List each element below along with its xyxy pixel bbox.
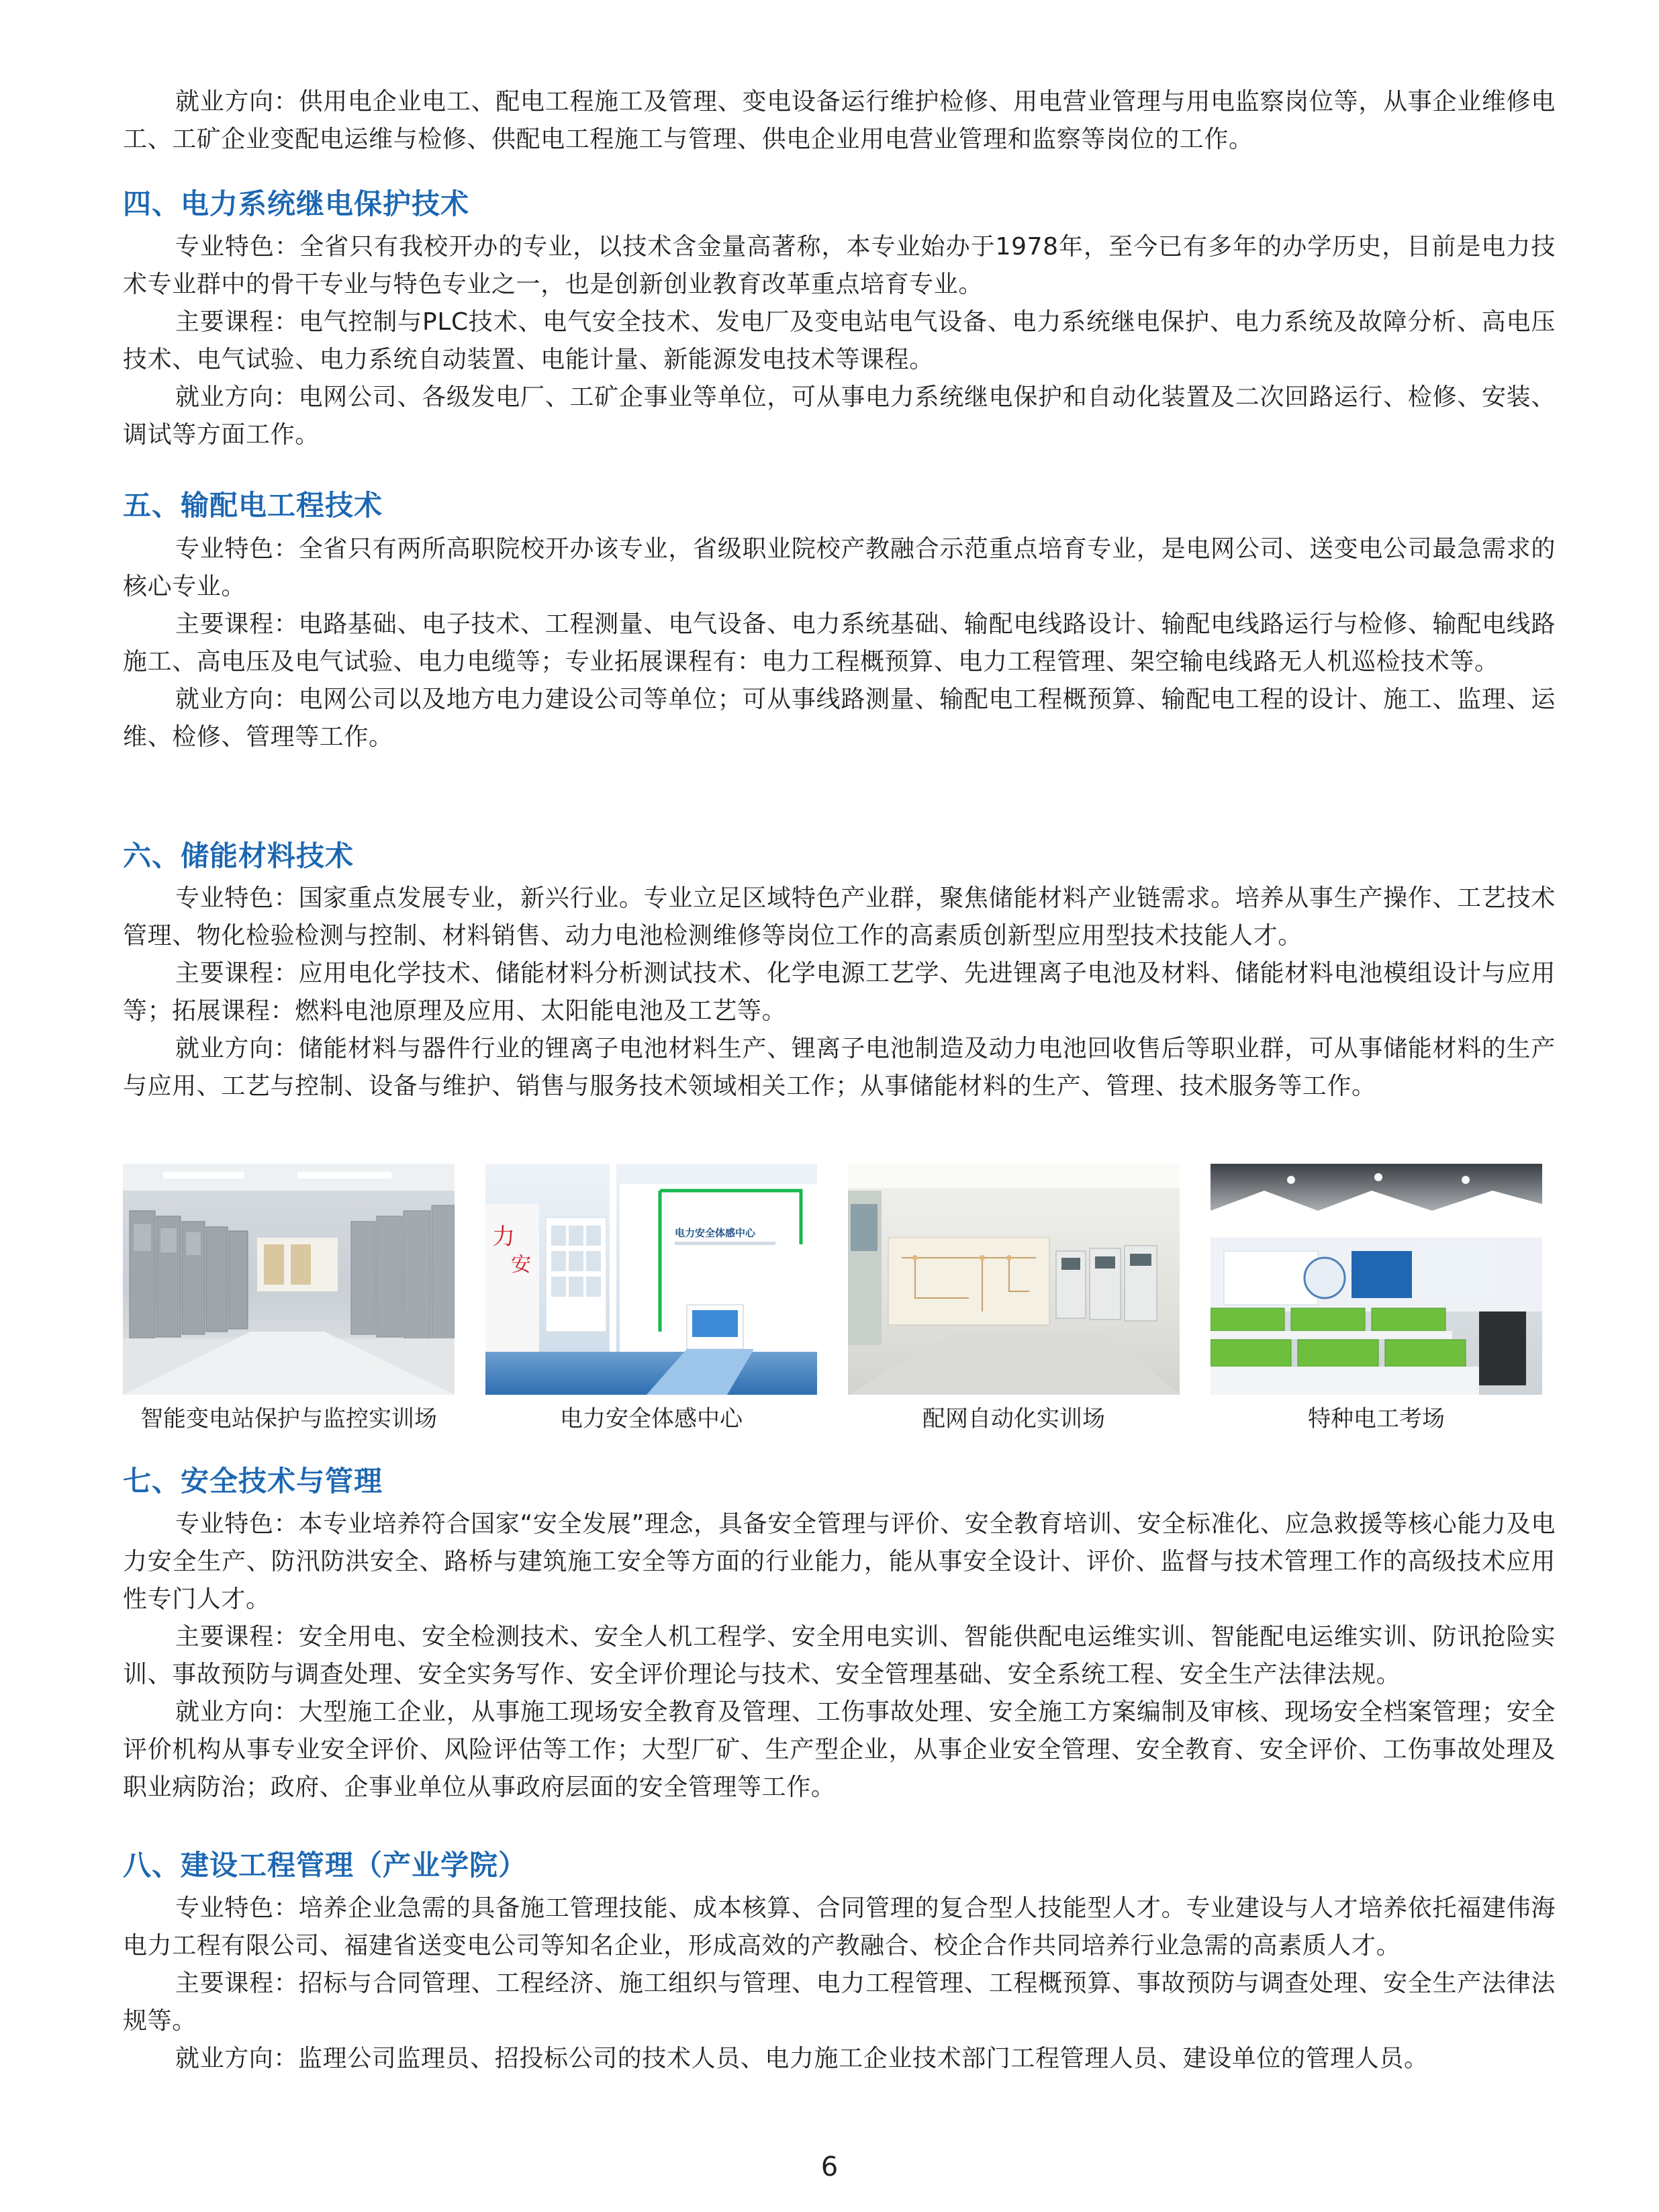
caption-substation-training: 智能变电站保护与监控实训场	[140, 1405, 437, 1432]
section-6-body	[123, 880, 1556, 1105]
section-8-courses: 主要课程：招标与合同管理、工程经济、施工组织与管理、电力工程管理、工程概预算、事故预防与调查处理、安全生产法律法规等。	[123, 1970, 1556, 2035]
page-number: 6	[820, 2152, 839, 2182]
section-7-career: 就业方向：大型施工企业，从事施工现场安全教育及管理、工伤事故处理、安全施工方案编制及审核、现场安全档案管理；安全评价机构从事专业安全评价、风险评估等工作；大型厂矿、生产型企业，从事企业安全管理、安全教育、安全评价、工伤事故处理及职业病防治；政府、企事业单位从事政府层面的安全管理等工作。	[123, 1698, 1556, 1801]
section-4-title: 四、电力系统继电保护技术	[123, 187, 470, 220]
photo-strip	[123, 1164, 1556, 1442]
section-5-courses: 主要课程：电路基础、电子技术、工程测量、电气设备、电力系统基础、输配电线路设计、输配电线路运行与检修、输配电线路施工、高电压及电气试验、电力电缆等；专业拓展课程有：电力工程概预算、电力工程管理、架空输电线路无人机巡检技术等。	[123, 610, 1556, 676]
section-4-career: 就业方向：电网公司、各级发电厂、工矿企事业等单位，可从事电力系统继电保护和自动化装置及二次回路运行、检修、安装、调试等方面工作。	[123, 383, 1556, 449]
section-8-title: 八、建设工程管理（产业学院）	[123, 1849, 528, 1882]
section-4-courses: 主要课程：电气控制与PLC技术、电气安全技术、发电厂及变电站电气设备、电力系统继电保护、电力系统及故障分析、高电压技术、电气试验、电力系统自动装置、电能计量、新能源发电技术等课程。	[123, 308, 1556, 373]
caption-electrician-exam-room: 特种电工考场	[1308, 1405, 1445, 1432]
section-5-career: 就业方向：电网公司以及地方电力建设公司等单位；可从事线路测量、输配电工程概预算、输配电工程的设计、施工、监理、运维、检修、管理等工作。	[123, 686, 1556, 751]
svg-text:力: 力	[492, 1224, 515, 1250]
distribution-room-image	[848, 1164, 1180, 1395]
section-7-body	[123, 1506, 1556, 1806]
safety-center-sign-text: 电力安全体感中心	[675, 1227, 756, 1239]
photo-safety-center	[485, 1164, 817, 1395]
section-6-title: 六、储能材料技术	[123, 839, 354, 872]
section-4-feature: 专业特色：全省只有我校开办的专业，以技术含金量高著称，本专业始办于1978年，至今已有多年的办学历史，目前是电力技术专业群中的骨干专业与特色专业之一，也是创新创业教育改革重点培育专业。	[123, 233, 1556, 298]
section-7-feature: 专业特色：本专业培养符合国家“安全发展”理念，具备安全管理与评价、安全教育培训、安全标准化、应急救援等核心能力及电力安全生产、防汛防洪安全、路桥与建筑施工安全等方面的行业能力，能从事安全设计、评价、监督与技术管理工作的高级技术应用性专门人才。	[123, 1510, 1556, 1613]
svg-text:安: 安	[511, 1253, 531, 1277]
intro-paragraph: 就业方向：供用电企业电工、配电工程施工及管理、变电设备运行维护检修、用电营业管理与用电监察岗位等，从事企业维修电工、工矿企业变配电运维与检修、供配电工程施工与管理、供电企业用电营业管理和监察等岗位的工作。	[123, 88, 1556, 153]
section-8-feature: 专业特色：培养企业急需的具备施工管理技能、成本核算、合同管理的复合型人技能型人才。专业建设与人才培养依托福建伟海电力工程有限公司、福建省送变电公司等知名企业，形成高效的产教融合、校企合作共同培养行业急需的高素质人才。	[123, 1894, 1556, 1960]
photo-substation-training	[123, 1164, 455, 1395]
section-5-feature: 专业特色：全省只有两所高职院校开办该专业，省级职业院校产教融合示范重点培育专业，是电网公司、送变电公司最急需求的核心专业。	[123, 535, 1556, 600]
intro-block	[123, 83, 1556, 158]
section-6-feature: 专业特色：国家重点发展专业，新兴行业。专业立足区域特色产业群，聚焦储能材料产业链需求。培养从事生产操作、工艺技术管理、物化检验检测与控制、材料销售、动力电池检测维修等岗位工作的高素质创新型应用型技术技能人才。	[123, 884, 1556, 950]
safety-center-image	[485, 1164, 817, 1395]
section-8-career: 就业方向：监理公司监理员、招投标公司的技术人员、电力施工企业技术部门工程管理人员、建设单位的管理人员。	[175, 2045, 1429, 2072]
exam-room-image	[1211, 1164, 1542, 1395]
section-7-courses: 主要课程：安全用电、安全检测技术、安全人机工程学、安全用电实训、智能供配电运维实训、智能配电运维实训、防讯抢险实训、事故预防与调查处理、安全实务写作、安全评价理论与技术、安全管理基础、安全系统工程、安全生产法律法规。	[123, 1623, 1556, 1688]
photo-electrician-exam-room	[1211, 1164, 1542, 1395]
photo-distribution-automation	[848, 1164, 1180, 1395]
section-6-courses: 主要课程：应用电化学技术、储能材料分析测试技术、化学电源工艺学、先进锂离子电池及材料、储能材料电池模组设计与应用等；拓展课程：燃料电池原理及应用、太阳能电池及工艺等。	[123, 960, 1556, 1025]
section-6-career: 就业方向：储能材料与器件行业的锂离子电池材料生产、锂离子电池制造及动力电池回收售后等职业群，可从事储能材料的生产与应用、工艺与控制、设备与维护、销售与服务技术领域相关工作；从事储能材料的生产、管理、技术服务等工作。	[123, 1035, 1556, 1100]
substation-room-image	[123, 1164, 455, 1395]
section-5-body	[123, 531, 1556, 756]
section-8-body	[123, 1890, 1556, 2078]
caption-distribution-automation: 配网自动化实训场	[922, 1405, 1105, 1432]
section-7-title: 七、安全技术与管理	[123, 1465, 383, 1497]
caption-safety-center: 电力安全体感中心	[560, 1405, 743, 1432]
section-5-title: 五、输配电工程技术	[123, 489, 383, 522]
section-4-body	[123, 228, 1556, 454]
